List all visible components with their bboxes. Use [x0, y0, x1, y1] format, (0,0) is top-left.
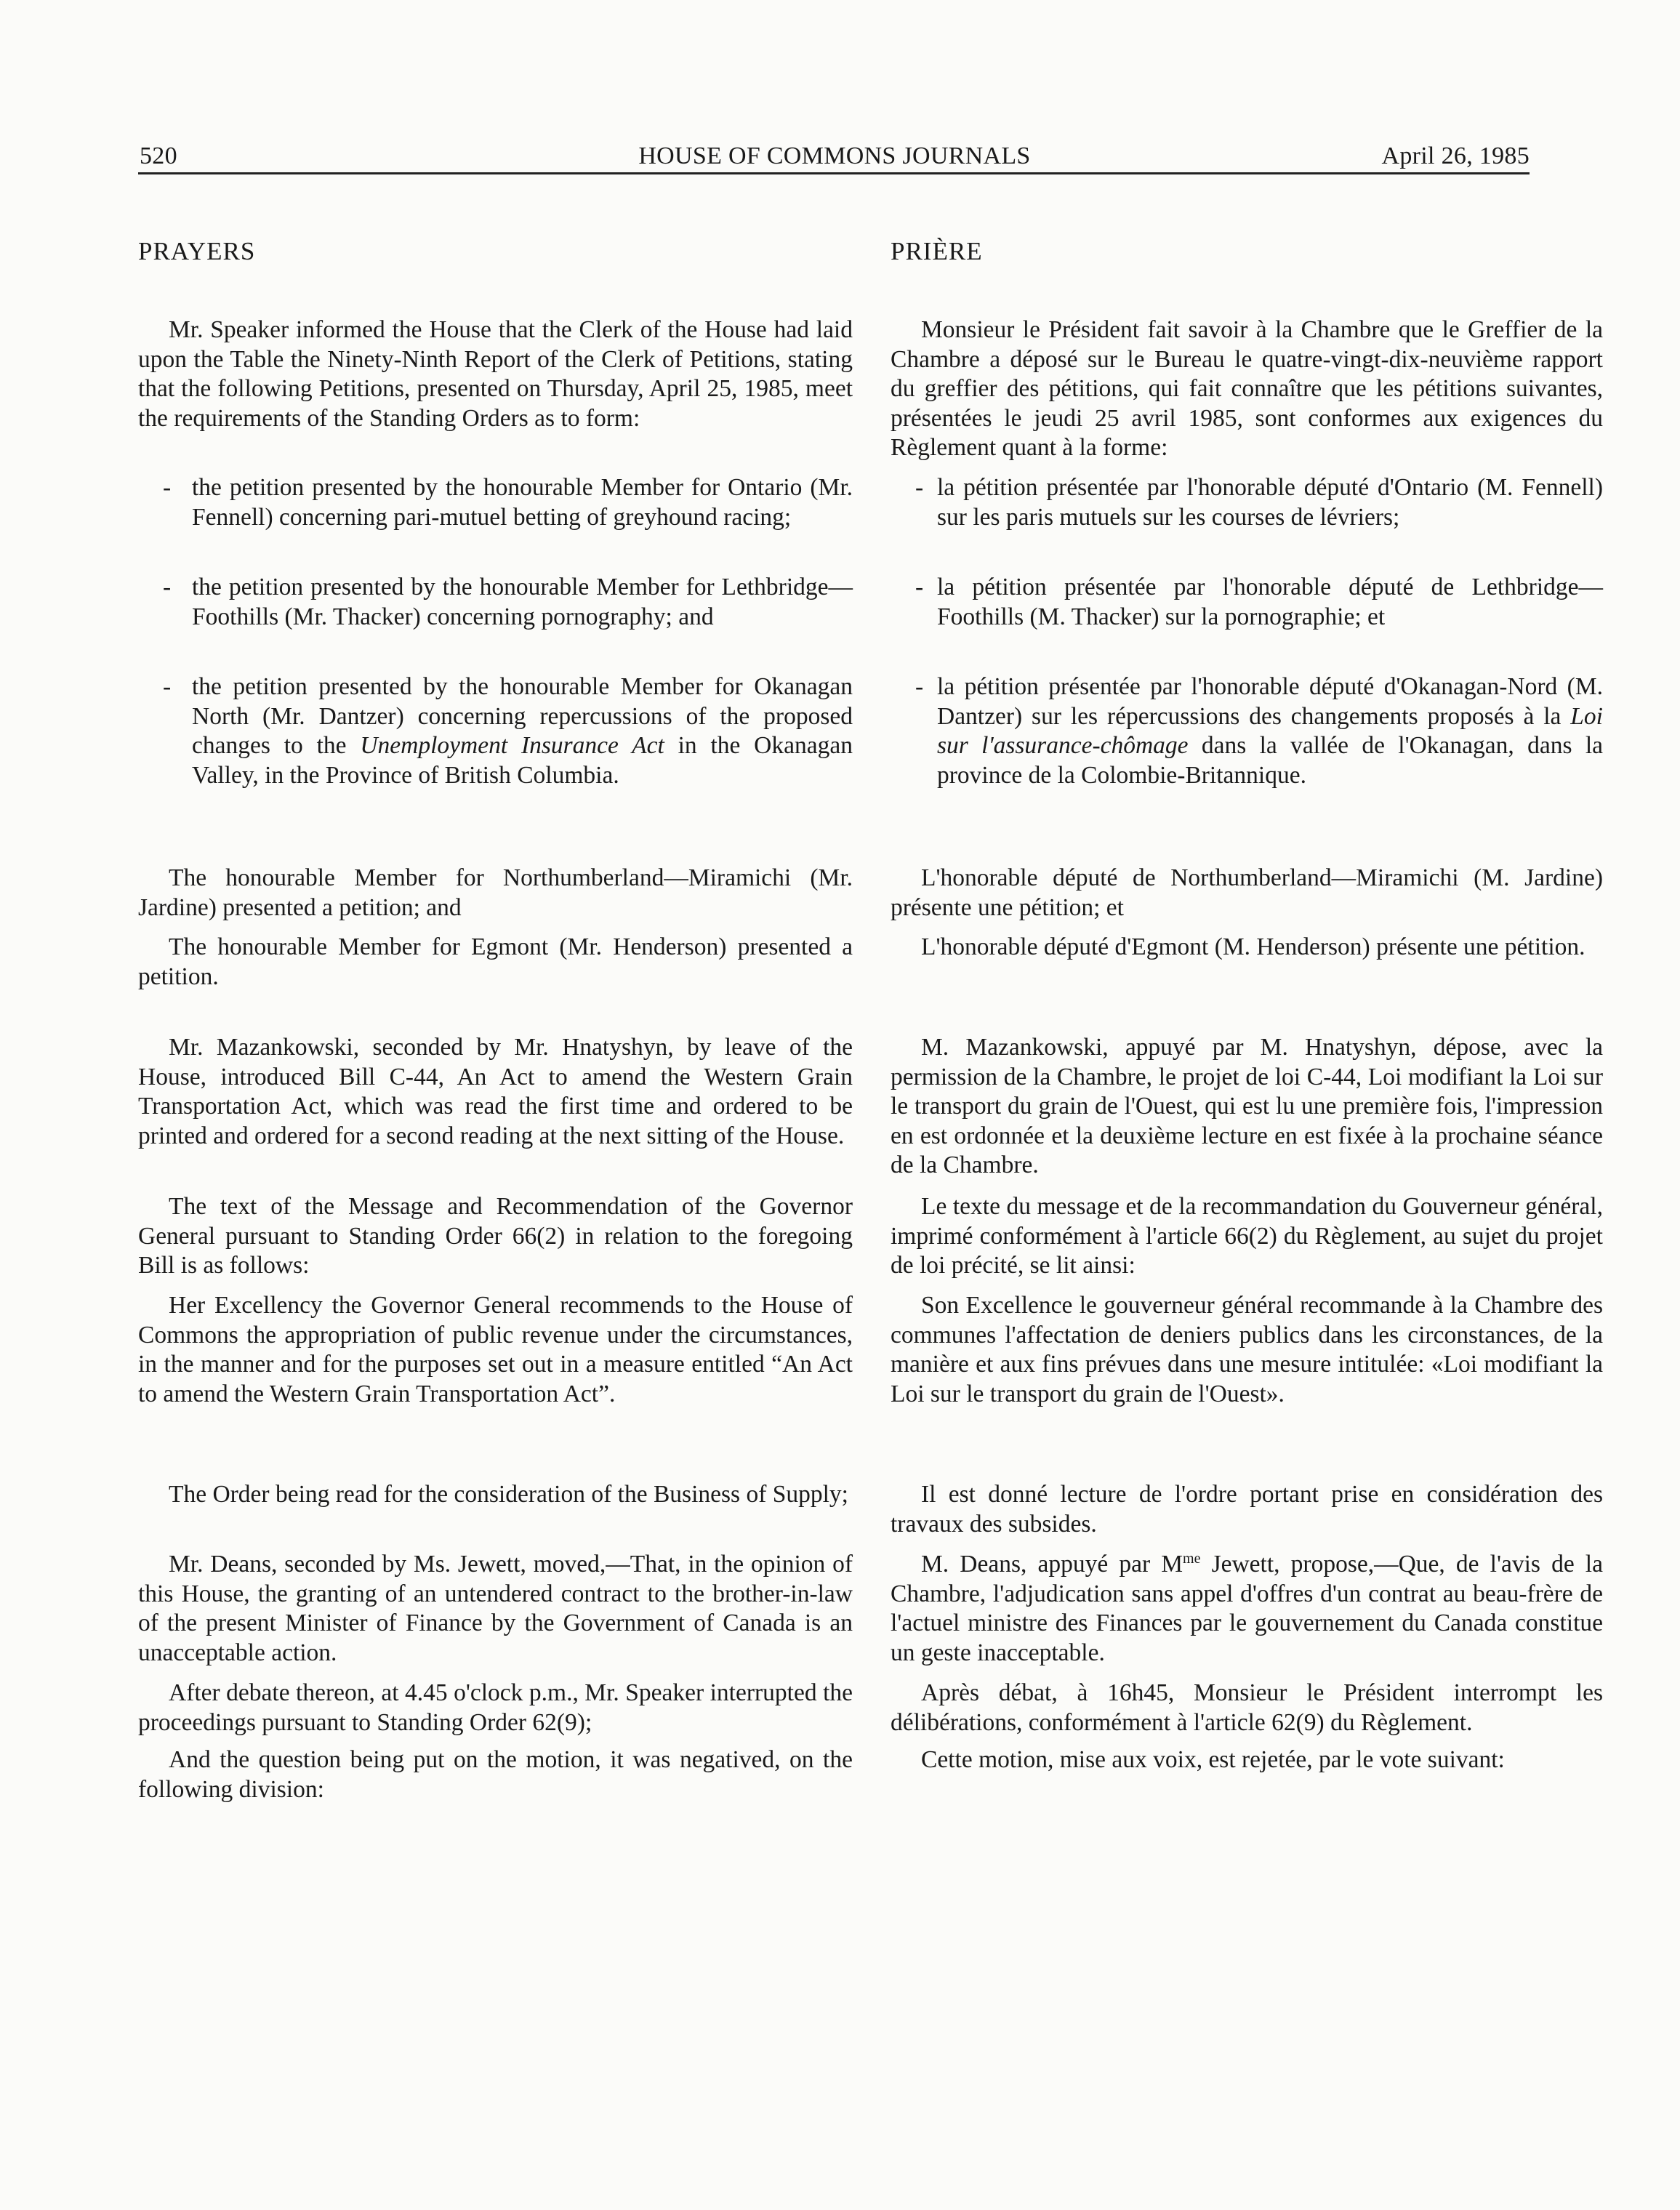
- petition-item: - the petition presented by the honourable Member for Okanagan North (Mr. Dantzer) concerning repercussions of the proposed changes to the Unemployment Insurance Act in the Okanagan Valley, in the Province of British Columbia.: [163, 673, 853, 789]
- petition-item: - la pétition présentée par l'honorable député de Lethbridge—Foothills (M. Thacker) sur la pornographie; et: [915, 574, 1603, 630]
- petition-item: - the petition presented by the honourable Member for Lethbridge—Foothills (Mr. Thacker) concerning pornography; and: [163, 574, 853, 630]
- motion: M. Deans, appuyé par $M^{me}$ Jewett, propose,—Que, de l'avis de la Chambre, l'adjudication sans appel d'offres d'un contrat au beau-frère de l'actuel ministre des Finances par le gouvernement du Canada constitue un geste inacceptable.: [891, 1551, 1603, 1666]
- petitions-intro: Mr. Speaker informed the House that the Clerk of the House had laid upon the Table the Ninety-Ninth Report of the Clerk of Petitions, stating that the following Petitions, presented on Thursday, April 25, 1985, meet the requirements of the Standing Orders as to form:: [138, 316, 853, 432]
- recommendation: Son Excellence le gouverneur général recommande à la Chambre des communes l'affectation de deniers publics dans les circonstances, de la manière et aux fins prévues dans une mesure intitulée: «Loi modifiant la Loi sur le transport du grain de l'Ouest».: [891, 1292, 1603, 1407]
- supply-order: Il est donné lecture de l'ordre portant prise en considération des travaux des subsides.: [891, 1481, 1603, 1538]
- message-intro: The text of the Message and Recommendation of the Governor General pursuant to Standing Order 66(2) in relation to the foregoing Bill is as follows:: [138, 1193, 853, 1279]
- question: And the question being put on the motion, it was negatived, on the following division:: [138, 1746, 853, 1803]
- motion: Mr. Deans, seconded by Ms. Jewett, moved,—That, in the opinion of this House, the granting of an untendered contract to the brother-in-law of the present Minister of Finance by the Government of Canada is an unacceptable action.: [138, 1551, 853, 1666]
- debate: After debate thereon, at 4.45 o'clock p.m., Mr. Speaker interrupted the proceedings pursuant to Standing Order 62(9);: [138, 1679, 853, 1736]
- petition-item: - la pétition présentée par l'honorable député d'Ontario (M. Fennell) sur les paris mutuels sur les courses de lévriers;: [915, 474, 1603, 531]
- henderson-petition: L'honorable député d'Egmont (M. Henderson) présente une pétition.: [921, 933, 1585, 960]
- debate: Après débat, à 16h45, Monsieur le Président interrompt les délibérations, conformément à l'article 62(9) du Règlement.: [891, 1679, 1603, 1736]
- heading-priere: PRIÈRE: [891, 237, 983, 265]
- page-number: 520: [140, 142, 177, 169]
- petition-item: - the petition presented by the honourable Member for Ontario (Mr. Fennell) concerning pari-mutuel betting of greyhound racing;: [163, 474, 853, 531]
- jardine-petition: The honourable Member for Northumberland—Miramichi (Mr. Jardine) presented a petition; and: [138, 864, 853, 921]
- henderson-petition: The honourable Member for Egmont (Mr. Henderson) presented a petition.: [138, 933, 853, 990]
- header-rule: [138, 172, 1530, 174]
- message-intro: Le texte du message et de la recommandation du Gouverneur général, imprimé conformément à l'article 66(2) du Règlement, au sujet du projet de loi précité, se lit ainsi:: [891, 1193, 1603, 1279]
- journal-title: HOUSE OF COMMONS JOURNALS: [638, 142, 1031, 169]
- petition-item: - la pétition présentée par l'honorable député d'Okanagan-Nord (M. Dantzer) sur les répercussions des changements proposés à la Loi sur l'assurance-chômage dans la vallée de l'Okanagan, dans la province de la Colombie-Britannique.: [915, 673, 1603, 789]
- supply-order: The Order being read for the consideration of the Business of Supply;: [169, 1481, 848, 1508]
- question: Cette motion, mise aux voix, est rejetée, par le vote suivant:: [921, 1746, 1505, 1773]
- bill-introduction: M. Mazankowski, appuyé par M. Hnatyshyn, dépose, avec la permission de la Chambre, le projet de loi C-44, Loi modifiant la Loi sur le transport du grain de l'Ouest, qui est lu une première fois, l'impression en est ordonnée et la deuxième lecture en est fixée à la prochaine séance de la Chambre.: [891, 1034, 1603, 1178]
- heading-prayers: PRAYERS: [138, 237, 256, 265]
- petitions-intro: Monsieur le Président fait savoir à la Chambre que le Greffier de la Chambre a déposé sur le Bureau le quatre-vingt-dix-neuvième rapport du greffier des pétitions, qui fait connaître que les pétitions suivantes, présentées le jeudi 25 avril 1985, sont conformes aux exigences du Règlement quant à la forme:: [891, 316, 1603, 461]
- jardine-petition: L'honorable député de Northumberland—Miramichi (M. Jardine) présente une pétition; et: [891, 864, 1603, 921]
- page-header: [140, 142, 1530, 170]
- page-date: April 26, 1985: [1381, 142, 1530, 169]
- recommendation: Her Excellency the Governor General recommends to the House of Commons the appropriation of public revenue under the circumstances, in the manner and for the purposes set out in a measure entitled “An Act to amend the Western Grain Transportation Act”.: [138, 1292, 853, 1407]
- bill-introduction: Mr. Mazankowski, seconded by Mr. Hnatyshyn, by leave of the House, introduced Bill C-44, An Act to amend the Western Grain Transportation Act, which was read the first time and ordered to be printed and ordered for a second reading at the next sitting of the House.: [138, 1034, 853, 1149]
